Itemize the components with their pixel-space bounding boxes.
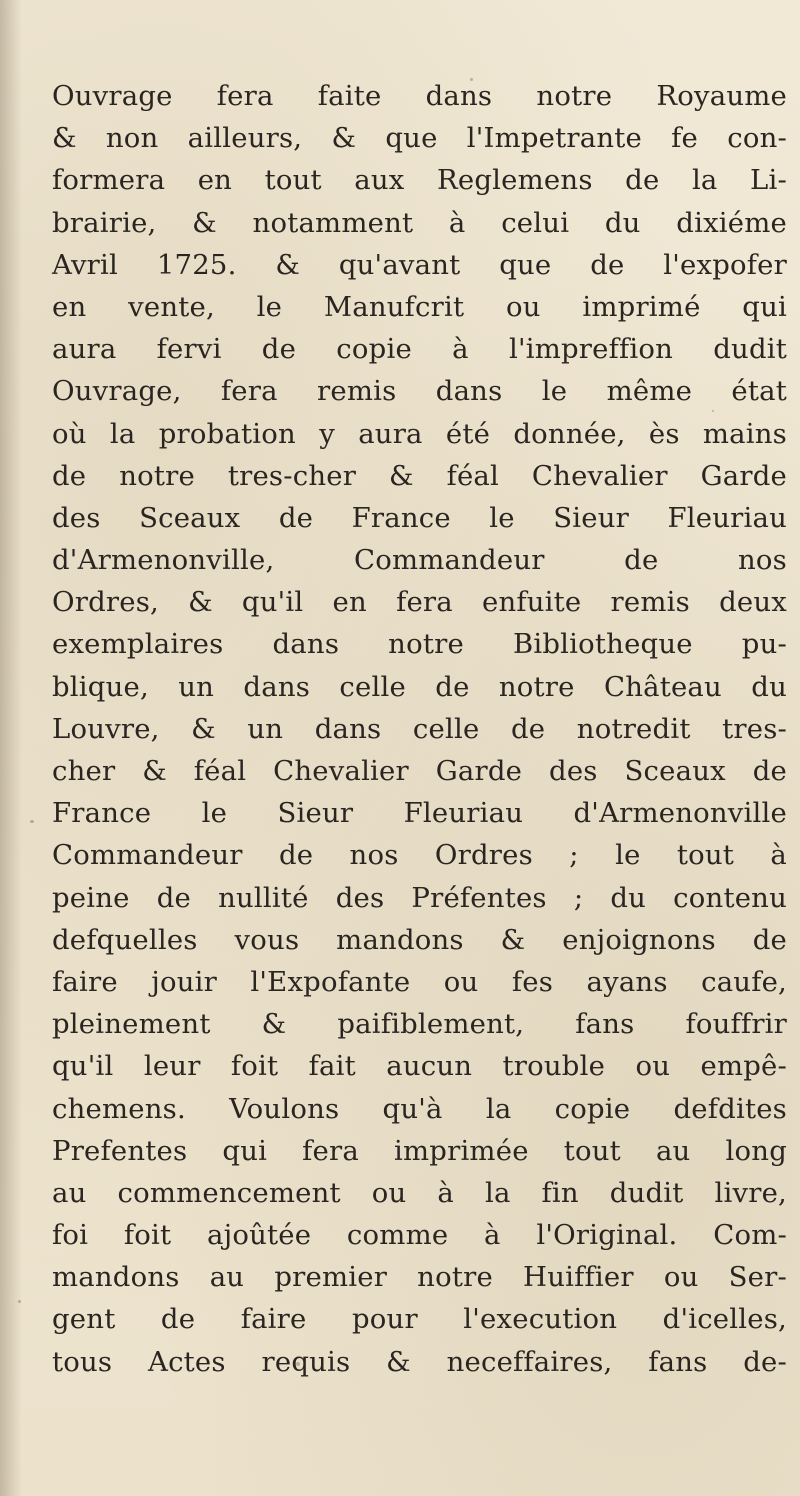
text-line: tous Actes requis & neceffaires, fans de-	[52, 1345, 787, 1378]
text-line: où la probation y aura été donnée, ès mains	[52, 417, 787, 450]
text-line: France le Sieur Fleuriau d'Armenonville	[52, 797, 787, 830]
text-line: des Sceaux de France le Sieur Fleuriau	[52, 501, 787, 534]
text-line: Commandeur de nos Ordres ; le tout à	[52, 839, 787, 872]
text-line: exemplaires dans notre Bibliotheque pu-	[52, 628, 787, 661]
paper-speck	[30, 820, 34, 823]
text-line: mandons au premier notre Huiffier ou Ser-	[52, 1261, 787, 1294]
text-line: & non ailleurs, & que l'Impetrante fe con-	[52, 122, 787, 155]
page-text	[52, 75, 787, 1383]
paper-speck	[18, 1300, 21, 1303]
text-line: peine de nullité des Préfentes ; du contenu	[52, 881, 787, 914]
text-line: blique, un dans celle de notre Château du	[52, 670, 787, 703]
text-line: Louvre, & un dans celle de notredit tres-	[52, 712, 787, 745]
text-line: brairie, & notamment à celui du dixiéme	[52, 206, 787, 239]
text-line: de notre tres-cher & féal Chevalier Garde	[52, 459, 787, 492]
text-line: au commencement ou à la fin dudit livre,	[52, 1176, 787, 1209]
text-line: pleinement & paifiblement, fans fouffrir	[52, 1008, 787, 1041]
text-line: formera en tout aux Reglemens de la Li-	[52, 164, 787, 197]
text-line: faire jouir l'Expofante ou fes ayans caufe,	[52, 965, 787, 998]
text-line: Ouvrage fera faite dans notre Royaume	[52, 80, 787, 112]
text-line: cher & féal Chevalier Garde des Sceaux de	[52, 755, 787, 787]
text-line: Ordres, & qu'il en fera enfuite remis deux	[52, 586, 787, 619]
text-line: en vente, le Manufcrit ou imprimé qui	[52, 290, 787, 323]
text-line: aura fervi de copie à l'impreffion dudit	[52, 333, 787, 366]
text-line: Ouvrage, fera remis dans le même état	[52, 375, 787, 408]
text-line: Avril 1725. & qu'avant que de l'expofer	[52, 248, 787, 281]
text-line: Prefentes qui fera imprimée tout au long	[52, 1134, 787, 1167]
page-gutter-shadow	[0, 0, 22, 1496]
text-line: chemens. Voulons qu'à la copie defdites	[52, 1092, 787, 1125]
text-line: defquelles vous mandons & enjoignons de	[52, 923, 787, 956]
text-line: foi foit ajoûtée comme à l'Original. Com-	[52, 1219, 787, 1252]
text-line: d'Armenonville, Commandeur de nos	[52, 544, 787, 577]
text-line: gent de faire pour l'execution d'icelles,	[52, 1303, 787, 1336]
text-line: qu'il leur foit fait aucun trouble ou empê-	[52, 1050, 787, 1083]
